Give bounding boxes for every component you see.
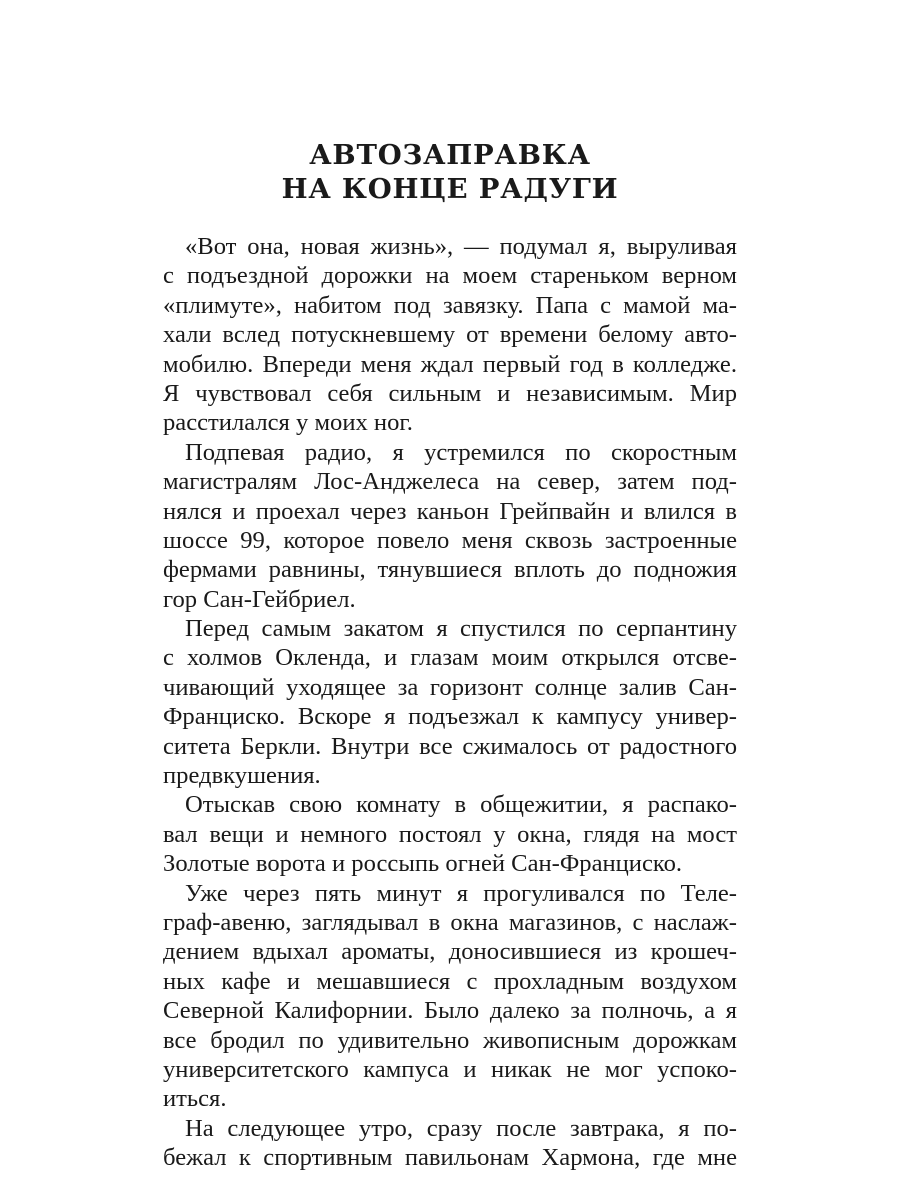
text-line: шоссе 99, которое повело меня сквозь застроенные xyxy=(163,526,737,554)
text-line: хали вслед потускневшему от времени белому авто- xyxy=(163,321,737,349)
chapter-title-line-2: НА КОНЦЕ РАДУГИ xyxy=(281,173,619,205)
body-text xyxy=(163,232,737,1173)
text-line: университетского кампуса и никак не мог успоко- xyxy=(163,1055,737,1083)
book-page xyxy=(163,138,737,1173)
text-line: дением вдыхал ароматы, доносившиеся из крошеч- xyxy=(163,938,737,966)
text-line: с подъездной дорожки на моем стареньком верном xyxy=(163,262,737,290)
text-line: магистралям Лос-Анджелеса на север, затем под- xyxy=(163,468,737,496)
paragraph xyxy=(163,438,737,614)
paragraph xyxy=(163,790,737,878)
text-line: Золотые ворота и россыпь огней Сан-Франциско. xyxy=(163,850,683,878)
paragraph xyxy=(163,232,737,438)
text-line: иться. xyxy=(163,1085,227,1113)
text-line: мобилю. Впереди меня ждал первый год в колледже. xyxy=(163,350,737,378)
text-line: с холмов Окленда, и глазам моим открылся отсве- xyxy=(163,644,737,672)
text-line: Уже через пять минут я прогуливался по Теле- xyxy=(185,879,737,907)
text-line: нялся и проехал через каньон Грейпвайн и влился в xyxy=(163,497,737,525)
text-line: ситета Беркли. Внутри все сжималось от радостного xyxy=(163,732,737,760)
chapter-title-line-1: АВТОЗАПРАВКА xyxy=(309,139,591,171)
text-line: «плимуте», набитом под завязку. Папа с мамой ма- xyxy=(163,291,737,319)
paragraph xyxy=(163,614,737,790)
chapter-title xyxy=(163,138,737,206)
text-line: Я чувствовал себя сильным и независимым. Мир xyxy=(163,379,737,407)
paragraph xyxy=(163,1114,737,1173)
text-line: расстилался у моих ног. xyxy=(163,409,413,437)
text-line: Франциско. Вскоре я подъезжал к кампусу универ- xyxy=(163,703,737,731)
text-line: Перед самым закатом я спустился по серпантину xyxy=(185,615,737,643)
text-line: чивающий уходящее за горизонт солнце залив Сан- xyxy=(163,673,737,701)
text-line: Отыскав свою комнату в общежитии, я распако- xyxy=(185,791,737,819)
text-line: предвкушения. xyxy=(163,762,321,790)
paragraph xyxy=(163,879,737,1114)
text-line: Подпевая радио, я устремился по скоростным xyxy=(185,438,737,466)
text-line: ных кафе и мешавшиеся с прохладным воздухом xyxy=(163,967,737,995)
text-line: «Вот она, новая жизнь», — подумал я, выруливая xyxy=(185,233,737,260)
text-line: На следующее утро, сразу после завтрака, я по- xyxy=(185,1114,737,1142)
text-line: гор Сан-Гейбриел. xyxy=(163,585,356,613)
text-line: граф-авеню, заглядывал в окна магазинов, с наслаж- xyxy=(163,908,737,936)
text-line: фермами равнины, тянувшиеся вплоть до подножия xyxy=(163,556,737,584)
text-line: бежал к спортивным павильонам Хармона, где мне xyxy=(163,1144,737,1172)
text-line: вал вещи и немного постоял у окна, глядя на мост xyxy=(163,820,737,848)
text-line: Северной Калифорнии. Было далеко за полночь, а я xyxy=(163,997,737,1025)
text-line: все бродил по удивительно живописным дорожкам xyxy=(163,1026,737,1054)
